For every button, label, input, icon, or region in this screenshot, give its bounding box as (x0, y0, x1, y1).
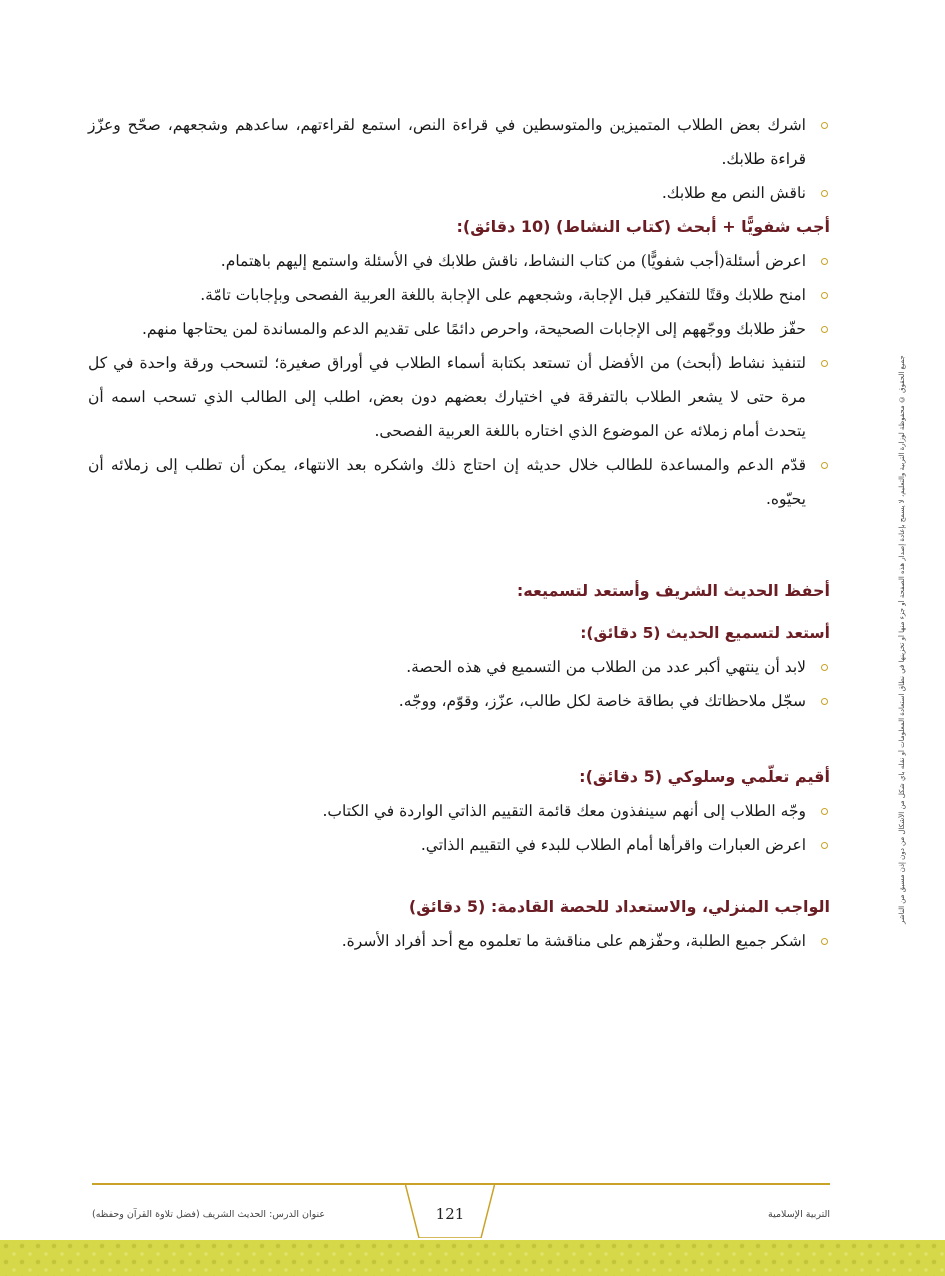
list-item: ناقش النص مع طلابك. (88, 176, 830, 210)
section2-list (88, 244, 830, 516)
page-content (88, 108, 830, 958)
page-number: 121 (435, 1205, 465, 1223)
bullet-circle-icon (821, 258, 828, 265)
section1-list (88, 108, 830, 210)
section5-list (88, 924, 830, 958)
bullet-circle-icon (821, 326, 828, 333)
section-heading-memorize-hadith: أحفظ الحديث الشريف وأستعد لتسميعه: (516, 581, 830, 600)
bullet-circle-icon (821, 122, 828, 129)
list-item: اعرض العبارات واقرأها أمام الطلاب للبدء في التقييم الذاتي. (88, 828, 830, 862)
bullet-circle-icon (821, 842, 828, 849)
bullet-circle-icon (821, 664, 828, 671)
copyright-side-note: جميع الحقوق © محفوظة لوزارة التربية والتعليم، لا يسمح بإعادة إصدار هذه الصفحة أو جزء منها أو تخزينها في نطاق استعادة المعلومات أو نقله بأي شكل من الأشكال من دون إذن مسبق من الناشر (898, 355, 906, 925)
list-item: حفّز طلابك ووجّههم إلى الإجابات الصحيحة، واحرص دائمًا على تقديم الدعم والمساندة لمن يحتاجها منهم. (88, 312, 830, 346)
list-item: امنح طلابك وقتًا للتفكير قبل الإجابة، وشجعهم على الإجابة باللغة العربية الفصحى وبإجابات تامّة. (88, 278, 830, 312)
section-heading-self-assessment: أقيم تعلّمي وسلوكي (5 دقائق): (579, 767, 830, 786)
list-item: وجّه الطلاب إلى أنهم سينفذون معك قائمة التقييم الذاتي الواردة في الكتاب. (88, 794, 830, 828)
section-heading-homework: الواجب المنزلي، والاستعداد للحصة القادمة: (5 دقائق) (408, 897, 830, 916)
subheading-recitation: أستعد لتسميع الحديث (5 دقائق): (580, 624, 830, 642)
list-item: سجّل ملاحظاتك في بطاقة خاصة لكل طالب، عزّز، وقوّم، ووجّه. (88, 684, 830, 718)
list-item: اشرك بعض الطلاب المتميزين والمتوسطين في قراءة النص، استمع لقراءتهم، ساعدهم وشجعهم، صحّح وعزّز قراءة طلابك. (88, 108, 830, 176)
bullet-circle-icon (821, 462, 828, 469)
list-item: اعرض أسئلة(أجب شفويًّا) من كتاب النشاط، ناقش طلابك في الأسئلة واستمع إليهم باهتمام. (88, 244, 830, 278)
bullet-circle-icon (821, 190, 828, 197)
bullet-circle-icon (821, 360, 828, 367)
section3-list (88, 650, 830, 718)
footer-lesson-title: عنوان الدرس: الحديث الشريف (فضل تلاوة القرآن وحفظه) (92, 1209, 326, 1220)
list-item: لابد أن ينتهي أكبر عدد من الطلاب من التسميع في هذه الحصة. (88, 650, 830, 684)
bullet-circle-icon (821, 938, 828, 945)
decorative-bottom-band (0, 1240, 945, 1276)
section4-list (88, 794, 830, 862)
bullet-circle-icon (821, 698, 828, 705)
bullet-circle-icon (821, 808, 828, 815)
footer-subject: التربية الإسلامية (767, 1209, 830, 1220)
list-item: لتنفيذ نشاط (أبحث) من الأفضل أن تستعد بكتابة أسماء الطلاب في أوراق صغيرة؛ لتسحب ورقة واحدة في كل مرة حتى لا يشعر الطلاب بالتفرقة في اختيارك بعضهم دون بعض، اطلب إلى الطالب الذي تسحب اسمه أن يتحدث أمام زملائه عن الموضوع الذي اختاره باللغة العربية الفصحى. (88, 346, 830, 448)
bullet-circle-icon (821, 292, 828, 299)
list-item: قدّم الدعم والمساعدة للطالب خلال حديثه إن احتاج ذلك واشكره بعد الانتهاء، يمكن أن تطلب إلى زملائه أن يحيّوه. (88, 448, 830, 516)
list-item: اشكر جميع الطلبة، وحفّزهم على مناقشة ما تعلموه مع أحد أفراد الأسرة. (88, 924, 830, 958)
section-heading-oral-answer: أجب شفويًّا + أبحث (كتاب النشاط) (10 دقائق): (456, 217, 830, 236)
